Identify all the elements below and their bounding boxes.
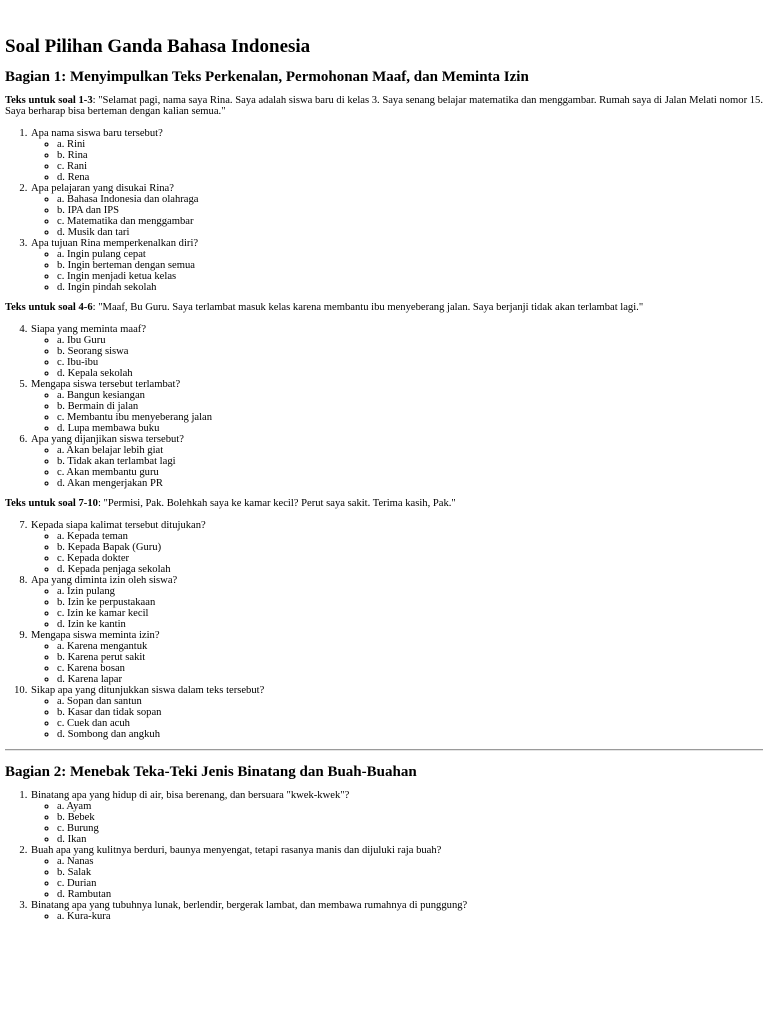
option-item: ◦ b. Kasar dan tidak sopan [57, 707, 763, 718]
option-item: ◦ c. Durian [57, 878, 763, 889]
question-text: Mengapa siswa meminta izin? [31, 630, 160, 641]
option-item: ◦ a. Sopan dan santun [57, 696, 763, 707]
option-item: ◦ a. Ayam [57, 801, 763, 812]
option-item: ◦ d. Sombong dan angkuh [57, 729, 763, 740]
section-1-groups [5, 95, 763, 740]
option-item: ◦ b. IPA dan IPS [57, 205, 763, 216]
option-item: ◦ a. Rini [57, 139, 763, 150]
option-item: ◦ c. Ibu-ibu [57, 357, 763, 368]
section-divider [5, 749, 763, 751]
question-text: Binatang apa yang hidup di air, bisa berenang, dan bersuara "kwek-kwek"? [31, 790, 350, 801]
option-item: ◦ a. Bahasa Indonesia dan olahraga [57, 194, 763, 205]
option-list [31, 335, 763, 379]
option-item: ◦ b. Ingin berteman dengan semua [57, 260, 763, 271]
question-text: Apa nama siswa baru tersebut? [31, 128, 163, 139]
question-text: Buah apa yang kulitnya berduri, baunya menyengat, tetapi rasanya manis dan dijuluki raja buah? [31, 845, 442, 856]
question-text: Apa yang diminta izin oleh siswa? [31, 575, 178, 586]
context-text [5, 302, 763, 313]
option-item: ◦ a. Kura-kura [57, 911, 763, 922]
option-item: ◦ c. Ingin menjadi ketua kelas [57, 271, 763, 282]
question-item [30, 685, 763, 740]
option-item: ◦ a. Ibu Guru [57, 335, 763, 346]
question-item [30, 900, 763, 922]
page-title: Soal Pilihan Ganda Bahasa Indonesia [5, 36, 311, 57]
question-item [30, 630, 763, 685]
question-item [30, 324, 763, 379]
option-item: ◦ a. Akan belajar lebih giat [57, 445, 763, 456]
context-text [5, 498, 763, 509]
question-text: Apa pelajaran yang disukai Rina? [31, 183, 174, 194]
option-list [31, 801, 763, 845]
option-item: ◦ c. Rani [57, 161, 763, 172]
question-item [30, 128, 763, 183]
option-item: ◦ a. Kepada teman [57, 531, 763, 542]
option-item: ◦ d. Kepala sekolah [57, 368, 763, 379]
option-item: ◦ d. Lupa membawa buku [57, 423, 763, 434]
option-item: ◦ d. Izin ke kantin [57, 619, 763, 630]
option-item: ◦ a. Izin pulang [57, 586, 763, 597]
option-item: ◦ a. Ingin pulang cepat [57, 249, 763, 260]
option-item: ◦ b. Kepada Bapak (Guru) [57, 542, 763, 553]
context-body: : "Permisi, Pak. Bolehkah saya ke kamar kecil? Perut saya sakit. Terima kasih, Pak." [97, 498, 456, 509]
option-item: ◦ a. Nanas [57, 856, 763, 867]
option-list [31, 194, 763, 238]
option-item: ◦ d. Ingin pindah sekolah [57, 282, 763, 293]
context-label: Teks untuk soal 1-3 [5, 95, 93, 106]
option-item: ◦ b. Tidak akan terlambat lagi [57, 456, 763, 467]
section-1-heading: Bagian 1: Menyimpulkan Teks Perkenalan, Permohonan Maaf, dan Meminta Izin [5, 69, 529, 85]
context-body: : "Selamat pagi, nama saya Rina. Saya adalah siswa baru di kelas 3. Saya senang belajar matematika dan menggambar. Rumah saya di Jalan Melati nomor 15. Saya berharap bisa berteman dengan kalian semua." [5, 95, 763, 117]
question-list [5, 520, 763, 740]
question-item [30, 379, 763, 434]
option-item: ◦ d. Ikan [57, 834, 763, 845]
question-text: Siapa yang meminta maaf? [31, 324, 147, 335]
context-label: Teks untuk soal 7-10 [5, 498, 98, 509]
option-item: ◦ c. Matematika dan menggambar [57, 216, 763, 227]
option-list [31, 390, 763, 434]
context-body: : "Maaf, Bu Guru. Saya terlambat masuk kelas karena membantu ibu menyeberang jalan. Saya berjanji tidak akan terlambat lagi." [92, 302, 644, 313]
section-2 [5, 763, 763, 922]
option-list [31, 249, 763, 293]
section-2-heading: Bagian 2: Menebak Teka-Teki Jenis Binatang dan Buah-Buahan [5, 764, 417, 780]
option-item: ◦ c. Burung [57, 823, 763, 834]
question-list [5, 324, 763, 489]
question-list [5, 128, 763, 293]
option-list [31, 641, 763, 685]
option-list [31, 911, 763, 922]
context-text [5, 95, 763, 117]
option-item: ◦ c. Izin ke kamar kecil [57, 608, 763, 619]
option-item: ◦ c. Membantu ibu menyeberang jalan [57, 412, 763, 423]
option-item: ◦ d. Rena [57, 172, 763, 183]
question-item [30, 183, 763, 238]
question-item [30, 238, 763, 293]
question-item [30, 845, 763, 900]
question-text: Apa yang dijanjikan siswa tersebut? [31, 434, 184, 445]
option-list [31, 856, 763, 900]
option-item: ◦ c. Kepada dokter [57, 553, 763, 564]
option-item: ◦ d. Kepada penjaga sekolah [57, 564, 763, 575]
section-2-question-list [5, 790, 763, 922]
option-list [31, 531, 763, 575]
question-item [30, 434, 763, 489]
option-item: ◦ b. Rina [57, 150, 763, 161]
option-item: ◦ a. Karena mengantuk [57, 641, 763, 652]
option-list [31, 139, 763, 183]
option-item: ◦ b. Izin ke perpustakaan [57, 597, 763, 608]
option-item: ◦ d. Rambutan [57, 889, 763, 900]
option-list [31, 445, 763, 489]
option-item: ◦ a. Bangun kesiangan [57, 390, 763, 401]
option-item: ◦ b. Bermain di jalan [57, 401, 763, 412]
question-item [30, 520, 763, 575]
option-item: ◦ b. Seorang siswa [57, 346, 763, 357]
option-item: ◦ c. Akan membantu guru [57, 467, 763, 478]
question-text: Sikap apa yang ditunjukkan siswa dalam teks tersebut? [31, 685, 265, 696]
option-item: ◦ b. Bebek [57, 812, 763, 823]
option-list [31, 696, 763, 740]
question-item [30, 790, 763, 845]
option-item: ◦ c. Cuek dan acuh [57, 718, 763, 729]
option-item: ◦ b. Karena perut sakit [57, 652, 763, 663]
option-list [31, 586, 763, 630]
option-item: ◦ d. Karena lapar [57, 674, 763, 685]
question-item [30, 575, 763, 630]
question-text: Binatang apa yang tubuhnya lunak, berlendir, bergerak lambat, dan membawa rumahnya di punggung? [31, 900, 468, 911]
question-text: Apa tujuan Rina memperkenalkan diri? [31, 238, 199, 249]
option-item: ◦ d. Akan mengerjakan PR [57, 478, 763, 489]
question-text: Kepada siapa kalimat tersebut ditujukan? [31, 520, 206, 531]
option-item: ◦ d. Musik dan tari [57, 227, 763, 238]
option-item: ◦ c. Karena bosan [57, 663, 763, 674]
option-item: ◦ b. Salak [57, 867, 763, 878]
question-text: Mengapa siswa tersebut terlambat? [31, 379, 181, 390]
section-1 [5, 68, 763, 740]
context-label: Teks untuk soal 4-6 [5, 302, 93, 313]
